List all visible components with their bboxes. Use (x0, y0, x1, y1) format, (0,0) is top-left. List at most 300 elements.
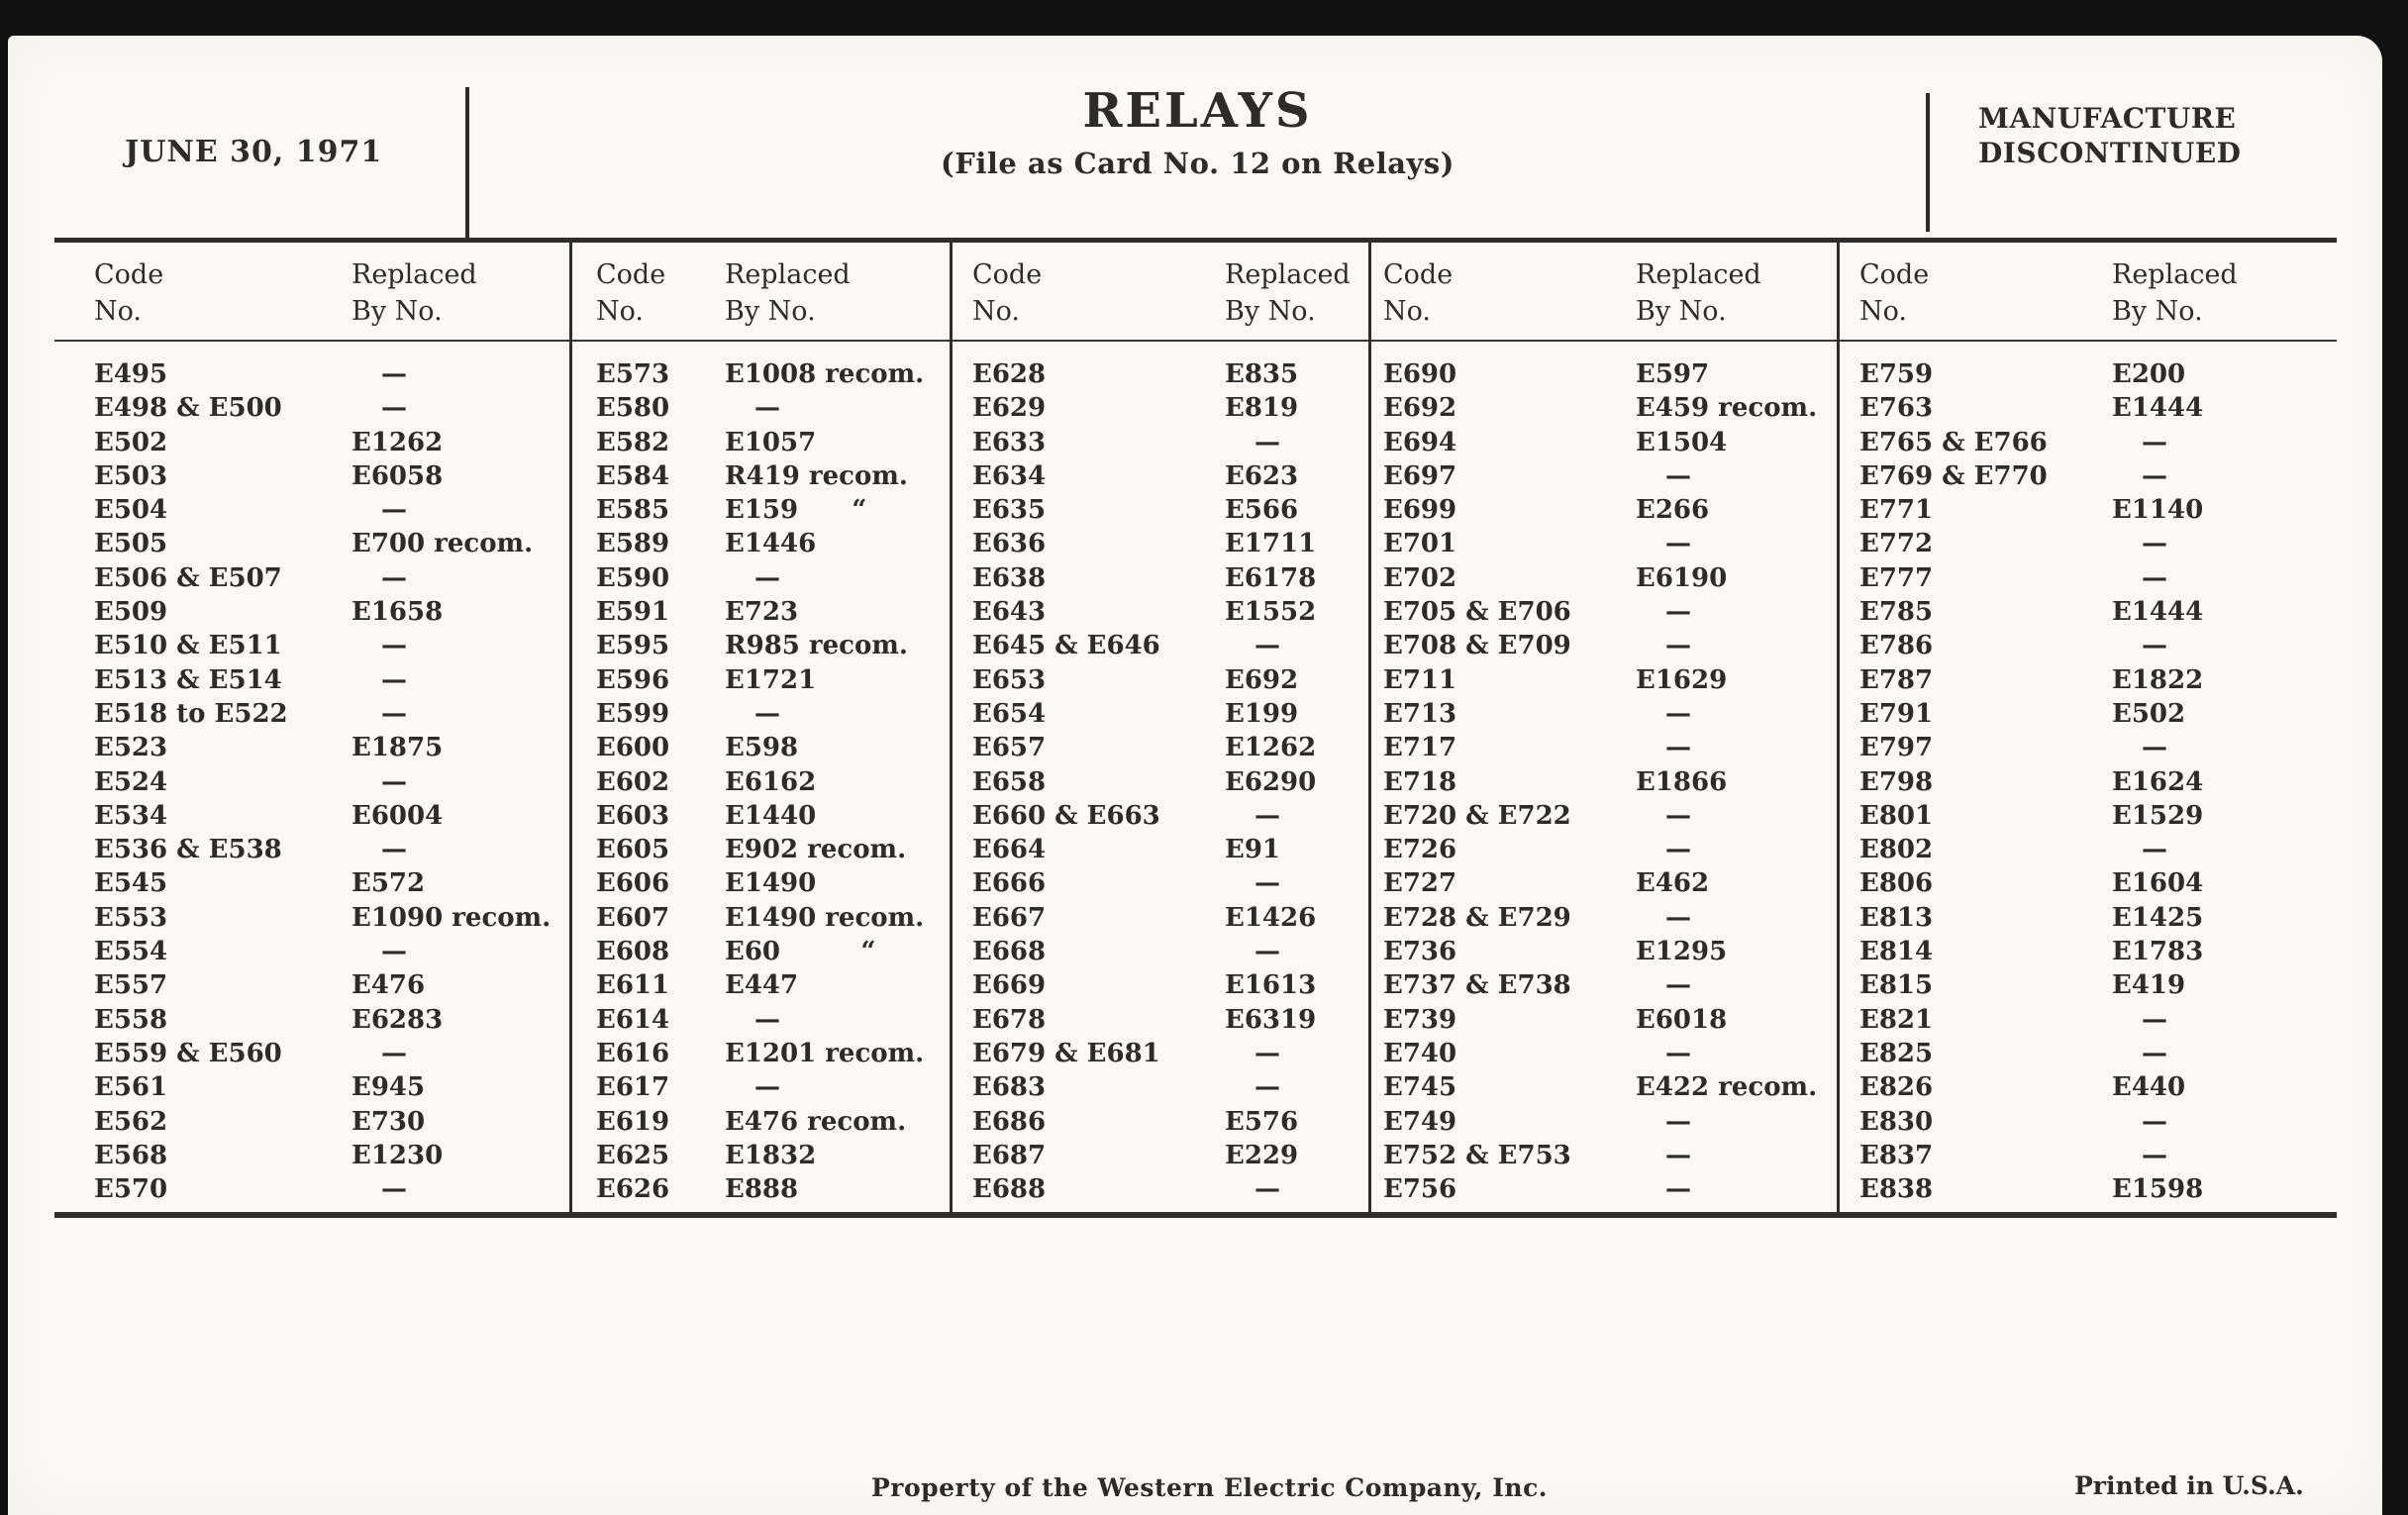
replaced-cell: E1140 (2112, 495, 2204, 526)
replaced-cell: — (381, 631, 407, 661)
replaced-by-header: Replaced By No. (351, 259, 477, 327)
table-row (953, 901, 1368, 935)
replaced-cell: E1598 (2112, 1174, 2204, 1205)
table-row (572, 1003, 950, 1037)
code-cell: E582 (596, 427, 670, 457)
table-row (572, 493, 950, 527)
code-cell: E504 (94, 495, 168, 526)
replaced-cell: E1262 (351, 427, 444, 457)
replaced-cell: — (754, 562, 780, 593)
code-cell: E669 (972, 970, 1047, 1001)
table-row (1371, 629, 1837, 662)
replaced-cell: E730 (351, 1106, 426, 1137)
column-header (54, 243, 569, 342)
replaced-cell: — (1665, 970, 1691, 1001)
code-cell: E668 (972, 937, 1047, 967)
code-cell: E802 (1859, 835, 1934, 865)
table-row (54, 799, 569, 833)
replaced-cell: E6290 (1225, 766, 1317, 797)
code-cell: E625 (596, 1140, 670, 1170)
replaced-cell: — (2142, 733, 2167, 763)
replaced-cell: E1426 (1225, 902, 1317, 933)
replaced-cell: — (1665, 835, 1691, 865)
table-row (572, 1172, 950, 1206)
code-cell: E763 (1859, 393, 1934, 424)
code-cell: E797 (1859, 733, 1934, 763)
code-cell: E826 (1859, 1072, 1934, 1103)
code-cell: E635 (972, 495, 1047, 526)
table-row (1371, 799, 1837, 833)
table-row (572, 1139, 950, 1172)
table-row (1371, 1003, 1837, 1037)
replaced-cell: — (1665, 1106, 1691, 1137)
table-row (54, 459, 569, 493)
code-cell: E608 (596, 937, 670, 967)
code-cell: E660 & E663 (972, 800, 1160, 831)
replaced-cell: — (1665, 597, 1691, 628)
table-row (1371, 527, 1837, 560)
replaced-cell: E700 recom. (351, 529, 534, 559)
replaced-cell: E1875 (351, 733, 444, 763)
code-cell: E666 (972, 868, 1047, 899)
code-cell: E702 (1383, 562, 1457, 593)
table-row (953, 391, 1368, 425)
code-cell: E771 (1859, 495, 1934, 526)
table-row (54, 697, 569, 731)
replaced-cell: E6190 (1636, 562, 1728, 593)
code-cell: E777 (1859, 562, 1934, 593)
table-row (572, 799, 950, 833)
replaced-cell: E1783 (2112, 937, 2204, 967)
replaced-cell: E6319 (1225, 1004, 1317, 1035)
replaced-cell: — (381, 835, 407, 865)
header-divider-right (1926, 93, 1930, 232)
code-cell: E694 (1383, 427, 1457, 457)
table-rows (572, 342, 950, 1206)
code-cell: E772 (1859, 529, 1934, 559)
replaced-cell: E1440 (725, 800, 817, 831)
table-row (1371, 1037, 1837, 1070)
table-row (572, 833, 950, 866)
code-cell: E589 (596, 529, 670, 559)
status-line-2: DISCONTINUED (1978, 137, 2242, 169)
replaced-cell: E462 (1636, 868, 1710, 899)
replaced-cell: E229 (1225, 1140, 1299, 1170)
table-row (1840, 663, 2337, 697)
replaced-cell: E1822 (2112, 664, 2204, 695)
code-no-header: Code No. (1383, 259, 1454, 327)
code-cell: E591 (596, 597, 670, 628)
code-cell: E727 (1383, 868, 1457, 899)
replaced-cell: E1425 (2112, 902, 2204, 933)
code-cell: E600 (596, 733, 670, 763)
table-row (1371, 459, 1837, 493)
table-rows (54, 342, 569, 1206)
code-cell: E502 (94, 427, 168, 457)
code-cell: E606 (596, 868, 670, 899)
table-row (1840, 1139, 2337, 1172)
code-cell: E561 (94, 1072, 168, 1103)
code-cell: E687 (972, 1140, 1047, 1170)
replaced-cell: E447 (725, 970, 799, 1001)
table-row (572, 968, 950, 1002)
code-cell: E554 (94, 937, 168, 967)
replaced-cell: — (2142, 1038, 2167, 1068)
replaced-cell: — (381, 495, 407, 526)
code-cell: E686 (972, 1106, 1047, 1137)
replaced-cell: — (2142, 835, 2167, 865)
code-cell: E786 (1859, 631, 1934, 661)
code-cell: E653 (972, 664, 1047, 695)
replaced-cell: E723 (725, 597, 799, 628)
replaced-cell: E199 (1225, 698, 1299, 729)
table-row (54, 391, 569, 425)
replaced-cell: E1721 (725, 664, 817, 695)
table-row (54, 765, 569, 799)
replaced-cell: — (2142, 562, 2167, 593)
replaced-cell: E1711 (1225, 529, 1317, 559)
table-row (572, 866, 950, 900)
replaced-cell: — (1665, 631, 1691, 661)
replaced-cell: — (1254, 868, 1280, 899)
table-row (953, 629, 1368, 662)
replaced-cell: — (1665, 1174, 1691, 1205)
table-row (953, 731, 1368, 764)
column-header (572, 243, 950, 342)
table-row (953, 1139, 1368, 1172)
index-card (8, 36, 2382, 1515)
code-cell: E536 & E538 (94, 835, 282, 865)
code-cell: E559 & E560 (94, 1038, 282, 1068)
status-label (1978, 101, 2241, 170)
replaced-cell: E1552 (1225, 597, 1317, 628)
code-cell: E728 & E729 (1383, 902, 1571, 933)
code-cell: E657 (972, 733, 1047, 763)
table-row (54, 663, 569, 697)
replaced-cell: E1613 (1225, 970, 1317, 1001)
code-cell: E617 (596, 1072, 670, 1103)
table-row (1371, 1172, 1837, 1206)
replaced-cell: — (381, 393, 407, 424)
code-cell: E506 & E507 (94, 562, 282, 593)
table-row (953, 1105, 1368, 1139)
table-row (1371, 595, 1837, 629)
code-cell: E619 (596, 1106, 670, 1137)
table-row (572, 1070, 950, 1104)
page-title: RELAYS (1082, 83, 1313, 139)
table-row (54, 1172, 569, 1206)
table-row (1840, 765, 2337, 799)
code-cell: E524 (94, 766, 168, 797)
code-cell: E509 (94, 597, 168, 628)
replaced-cell: E1008 recom. (725, 359, 925, 389)
code-cell: E658 (972, 766, 1047, 797)
table-row (953, 459, 1368, 493)
replaced-cell: — (2142, 427, 2167, 457)
replaced-cell: E1490 (725, 868, 817, 899)
table-rows (1840, 342, 2337, 1206)
replaced-cell: E945 (351, 1072, 426, 1103)
table-row (953, 1003, 1368, 1037)
table-row (953, 935, 1368, 968)
replaced-cell: E422 recom. (1636, 1072, 1818, 1103)
code-cell: E798 (1859, 766, 1934, 797)
replaced-cell: — (2142, 631, 2167, 661)
code-cell: E683 (972, 1072, 1047, 1103)
table-row (1371, 493, 1837, 527)
table-row (54, 1037, 569, 1070)
table-rows (1371, 342, 1837, 1206)
table-row (54, 1003, 569, 1037)
replaced-cell: — (1254, 631, 1280, 661)
table-row (1840, 357, 2337, 391)
code-cell: E749 (1383, 1106, 1457, 1137)
code-cell: E558 (94, 1004, 168, 1035)
code-cell: E692 (1383, 393, 1457, 424)
code-cell: E505 (94, 529, 168, 559)
code-cell: E510 & E511 (94, 631, 282, 661)
table-row (1840, 493, 2337, 527)
replaced-cell: — (381, 766, 407, 797)
table-row (1840, 459, 2337, 493)
table-row (54, 968, 569, 1002)
replaced-cell: — (381, 698, 407, 729)
replaced-cell: E572 (351, 868, 426, 899)
code-cell: E815 (1859, 970, 1934, 1001)
code-cell: E720 & E722 (1383, 800, 1571, 831)
replaced-cell: E6058 (351, 460, 444, 491)
replaced-cell: E623 (1225, 460, 1299, 491)
code-cell: E791 (1859, 698, 1934, 729)
table-row (572, 426, 950, 459)
replaced-by-header: Replaced By No. (725, 259, 851, 327)
table-row (572, 629, 950, 662)
table-row (953, 1037, 1368, 1070)
code-cell: E688 (972, 1174, 1047, 1205)
code-no-header: Code No. (94, 259, 164, 327)
table-row (1840, 629, 2337, 662)
code-cell: E495 (94, 359, 168, 389)
table-row (1840, 866, 2337, 900)
table-row (54, 561, 569, 595)
table-row (54, 1139, 569, 1172)
replaced-cell: E1444 (2112, 393, 2204, 424)
replaced-cell: E1201 recom. (725, 1038, 925, 1068)
code-cell: E726 (1383, 835, 1457, 865)
table-row (953, 799, 1368, 833)
replaced-cell: — (1665, 733, 1691, 763)
replaced-cell: E266 (1636, 495, 1710, 526)
replaced-cell: — (754, 1004, 780, 1035)
replaced-cell: — (1665, 902, 1691, 933)
property-notice: Property of the Western Electric Company, Inc. (871, 1473, 1549, 1502)
replaced-cell: E1504 (1636, 427, 1728, 457)
code-cell: E717 (1383, 733, 1457, 763)
table-row (1840, 901, 2337, 935)
code-cell: E636 (972, 529, 1047, 559)
table-row (572, 595, 950, 629)
code-cell: E580 (596, 393, 670, 424)
replaced-cell: — (2142, 1140, 2167, 1170)
table-row (54, 833, 569, 866)
table-column-group-5 (1840, 243, 2337, 1212)
table-row (572, 561, 950, 595)
table-row (953, 426, 1368, 459)
replaced-cell: E1446 (725, 529, 817, 559)
table-row (1371, 697, 1837, 731)
code-no-header: Code No. (596, 259, 666, 327)
table-row (953, 493, 1368, 527)
table-row (1371, 935, 1837, 968)
code-cell: E739 (1383, 1004, 1457, 1035)
table-column-group-1 (54, 243, 572, 1212)
code-cell: E595 (596, 631, 670, 661)
replaced-cell: E902 recom. (725, 835, 907, 865)
table-row (953, 357, 1368, 391)
table-row (54, 731, 569, 764)
replaced-cell: E1624 (2112, 766, 2204, 797)
table-row (54, 493, 569, 527)
code-no-header: Code No. (1859, 259, 1930, 327)
replaced-cell: — (2142, 1106, 2167, 1137)
code-cell: E752 & E753 (1383, 1140, 1571, 1170)
table-row (1840, 391, 2337, 425)
code-cell: E573 (596, 359, 670, 389)
replaced-cell: E6283 (351, 1004, 444, 1035)
code-cell: E838 (1859, 1174, 1934, 1205)
table-row (54, 1105, 569, 1139)
table-row (953, 697, 1368, 731)
code-cell: E825 (1859, 1038, 1934, 1068)
code-cell: E705 & E706 (1383, 597, 1571, 628)
column-header (1840, 243, 2337, 342)
code-cell: E813 (1859, 902, 1934, 933)
replaced-cell: E419 (2112, 970, 2186, 1001)
table-row (54, 629, 569, 662)
header-center (469, 83, 1926, 180)
code-cell: E596 (596, 664, 670, 695)
table-row (1371, 1070, 1837, 1104)
replaced-cell: — (381, 359, 407, 389)
column-header (953, 243, 1368, 342)
replaced-cell: — (381, 1174, 407, 1205)
table-row (572, 901, 950, 935)
replaced-cell: E576 (1225, 1106, 1299, 1137)
replaced-cell: E159 “ (725, 495, 867, 526)
table-row (572, 1105, 950, 1139)
replaced-cell: E6178 (1225, 562, 1317, 593)
table-row (1371, 968, 1837, 1002)
code-cell: E498 & E500 (94, 393, 282, 424)
replaced-cell: E6004 (351, 800, 444, 831)
code-cell: E740 (1383, 1038, 1457, 1068)
table-rows (953, 342, 1368, 1206)
replaced-cell: — (381, 937, 407, 967)
table-row (1371, 731, 1837, 764)
table-row (953, 595, 1368, 629)
code-cell: E737 & E738 (1383, 970, 1571, 1001)
code-cell: E759 (1859, 359, 1934, 389)
replaced-cell: — (381, 1038, 407, 1068)
table-row (953, 765, 1368, 799)
replaced-cell: R419 recom. (725, 460, 908, 491)
relay-replacement-table (54, 238, 2337, 1218)
status-line-1: MANUFACTURE (1978, 102, 2237, 135)
code-cell: E664 (972, 835, 1047, 865)
replaced-cell: E459 recom. (1636, 393, 1818, 424)
code-cell: E562 (94, 1106, 168, 1137)
table-row (54, 1070, 569, 1104)
replaced-cell: — (1665, 1140, 1691, 1170)
replaced-cell: — (2142, 1004, 2167, 1035)
code-cell: E708 & E709 (1383, 631, 1571, 661)
replaced-cell: E1090 recom. (351, 902, 552, 933)
column-header (1371, 243, 1837, 342)
table-row (953, 968, 1368, 1002)
code-cell: E718 (1383, 766, 1457, 797)
table-row (953, 663, 1368, 697)
code-cell: E590 (596, 562, 670, 593)
code-cell: E769 & E770 (1859, 460, 2048, 491)
table-row (1371, 561, 1837, 595)
code-cell: E711 (1383, 664, 1457, 695)
table-row (54, 595, 569, 629)
replaced-cell: E888 (725, 1174, 799, 1205)
replaced-cell: — (1665, 1038, 1691, 1068)
table-row (1840, 799, 2337, 833)
table-column-group-3 (953, 243, 1371, 1212)
table-row (572, 527, 950, 560)
code-cell: E814 (1859, 937, 1934, 967)
replaced-by-header: Replaced By No. (1225, 259, 1351, 327)
table-column-group-2 (572, 243, 953, 1212)
code-cell: E645 & E646 (972, 631, 1160, 661)
code-cell: E611 (596, 970, 670, 1001)
table-row (54, 527, 569, 560)
replaced-cell: E1658 (351, 597, 444, 628)
code-cell: E697 (1383, 460, 1457, 491)
code-cell: E534 (94, 800, 168, 831)
replaced-cell: E200 (2112, 359, 2186, 389)
replaced-cell: E835 (1225, 359, 1299, 389)
replaced-cell: — (2142, 460, 2167, 491)
table-row (54, 866, 569, 900)
code-cell: E745 (1383, 1072, 1457, 1103)
replaced-cell: E1529 (2112, 800, 2204, 831)
code-cell: E513 & E514 (94, 664, 282, 695)
table-row (1371, 901, 1837, 935)
code-cell: E616 (596, 1038, 670, 1068)
replaced-cell: — (2142, 529, 2167, 559)
replaced-cell: — (1665, 800, 1691, 831)
table-row (572, 935, 950, 968)
table-row (1371, 663, 1837, 697)
code-cell: E557 (94, 970, 168, 1001)
code-cell: E629 (972, 393, 1047, 424)
table-row (572, 357, 950, 391)
table-row (953, 833, 1368, 866)
code-cell: E605 (596, 835, 670, 865)
table-row (1840, 1070, 2337, 1104)
code-cell: E602 (596, 766, 670, 797)
replaced-cell: — (1254, 937, 1280, 967)
replaced-cell: — (1254, 1072, 1280, 1103)
code-cell: E599 (596, 698, 670, 729)
code-cell: E643 (972, 597, 1047, 628)
replaced-cell: E91 (1225, 835, 1280, 865)
code-cell: E654 (972, 698, 1047, 729)
code-cell: E518 to E522 (94, 698, 288, 729)
